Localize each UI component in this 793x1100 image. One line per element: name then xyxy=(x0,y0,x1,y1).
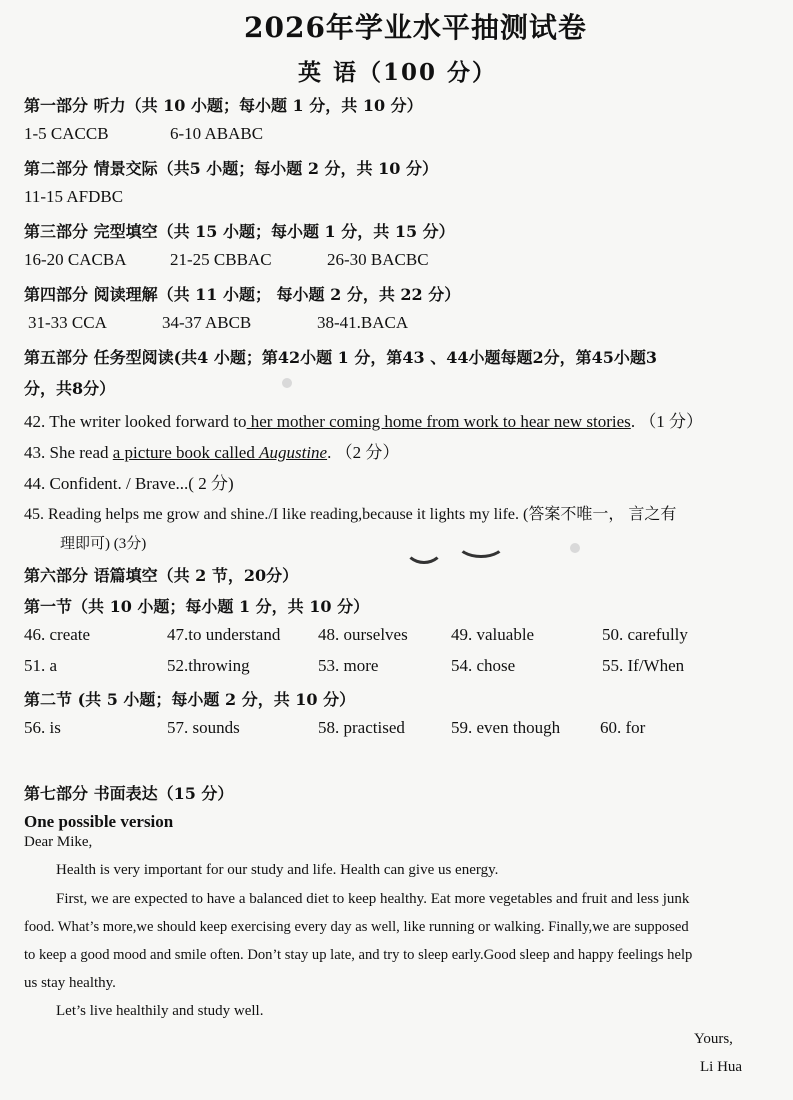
part4-answer: 34-37 ABCB xyxy=(162,313,252,332)
fill-answer: 54. chose xyxy=(451,656,516,675)
part3-answer: 16-20 CACBA xyxy=(24,250,127,269)
fill-answer: 53. more xyxy=(318,656,379,675)
smudge-dot xyxy=(282,378,292,388)
letter-paragraph: Health is very important for our study and life. Health can give us energy. xyxy=(56,862,499,878)
part5-heading: 第五部分 任务型阅读(共4 小题；第42小题 1 分，第43 、44小题每题2分，第45小题3 xyxy=(24,348,658,367)
fill-answer: 56. is xyxy=(24,718,61,737)
part1-answer: 6-10 ABABC xyxy=(170,124,264,143)
letter-paragraph: Let’s live healthily and study well. xyxy=(56,1003,264,1019)
smile-mark xyxy=(456,528,506,558)
part2-answer: 11-15 AFDBC xyxy=(24,187,124,206)
part1-answer: 1-5 CACCB xyxy=(24,124,109,143)
answer-43 xyxy=(24,438,399,463)
fill-answer: 59. even though xyxy=(451,718,561,737)
part6-heading: 第六部分 语篇填空（共 2 节，20分） xyxy=(24,566,299,585)
fill-answer: 58. practised xyxy=(318,718,405,737)
letter-paragraph-cont: food. What’s more,we should keep exercising every day as well, like running or walking. Finally,we are supposed xyxy=(24,919,689,935)
answer-44: 44. Confident. / Brave...( 2 分) xyxy=(24,474,234,493)
answer-42-underlined: her mother coming home from work to hear new stories xyxy=(246,412,631,431)
smile-mark xyxy=(404,530,444,564)
smudge-dot xyxy=(570,543,580,553)
letter-paragraph-cont: to keep a good mood and smile often. Don’t stay up late, and try to sleep early.Good sleep and happy feelings help xyxy=(24,947,693,963)
part1-heading: 第一部分 听力（共 10 小题；每小题 1 分，共 10 分） xyxy=(24,96,423,115)
part4-answer: 31-33 CCA xyxy=(28,313,107,332)
fill-answer: 50. carefully xyxy=(602,625,688,644)
answer-45-cont: 理即可) (3分) xyxy=(60,536,147,552)
fill-answer: 48. ourselves xyxy=(318,625,408,644)
fill-answer: 51. a xyxy=(24,656,58,675)
answer-42 xyxy=(24,407,703,432)
answer-42-score: . （1 分） xyxy=(630,412,704,431)
part6-section2-heading: 第二节 (共 5 小题；每小题 2 分，共 10 分） xyxy=(24,690,356,709)
part3-heading: 第三部分 完型填空（共 15 小题；每小题 1 分，共 15 分） xyxy=(24,222,455,241)
answer-43-book-title: Augustine xyxy=(259,443,328,462)
exam-subtitle: 英 语（100 分） xyxy=(298,59,498,86)
version-label: One possible version xyxy=(24,812,174,831)
fill-answer: 52.throwing xyxy=(167,656,250,675)
answer-45: 45. Reading helps me grow and shine./I like reading,because it lights my life. (答案不唯一， 言之有 xyxy=(24,506,677,523)
fill-answer: 55. If/When xyxy=(602,656,685,675)
letter-paragraph-cont: us stay healthy. xyxy=(24,975,116,991)
part7-heading: 第七部分 书面表达（15 分） xyxy=(24,784,234,803)
part3-answer: 21-25 CBBAC xyxy=(170,250,272,269)
answer-43-prefix: 43. She read xyxy=(24,443,113,462)
fill-answer: 49. valuable xyxy=(451,625,535,644)
answer-43-underlined: a picture book called xyxy=(112,443,260,462)
part6-section1-heading: 第一节（共 10 小题；每小题 1 分，共 10 分） xyxy=(24,597,370,616)
part3-answer: 26-30 BACBC xyxy=(327,250,429,269)
fill-answer: 46. create xyxy=(24,625,91,644)
answer-43-score: . （2 分） xyxy=(327,443,400,462)
fill-answer: 47.to understand xyxy=(167,625,281,644)
exam-title: 2026年学业水平抽测试卷 xyxy=(244,11,587,44)
part4-heading: 第四部分 阅读理解（共 11 小题； 每小题 2 分，共 22 分） xyxy=(24,285,461,304)
fill-answer: 57. sounds xyxy=(167,718,240,737)
part4-answer: 38-41.BACA xyxy=(317,313,409,332)
answer-42-prefix: 42. The writer looked forward to xyxy=(24,412,247,431)
letter-signature: Li Hua xyxy=(700,1059,743,1075)
letter-closing: Yours, xyxy=(694,1031,733,1047)
part5-heading-cont: 分，共8分） xyxy=(24,379,116,398)
letter-greeting: Dear Mike, xyxy=(24,834,93,850)
part2-heading: 第二部分 情景交际（共5 小题；每小题 2 分，共 10 分） xyxy=(24,159,438,178)
fill-answer: 60. for xyxy=(600,718,646,737)
letter-paragraph: First, we are expected to have a balanced diet to keep healthy. Eat more vegetables and fruit and less junk xyxy=(56,891,690,907)
